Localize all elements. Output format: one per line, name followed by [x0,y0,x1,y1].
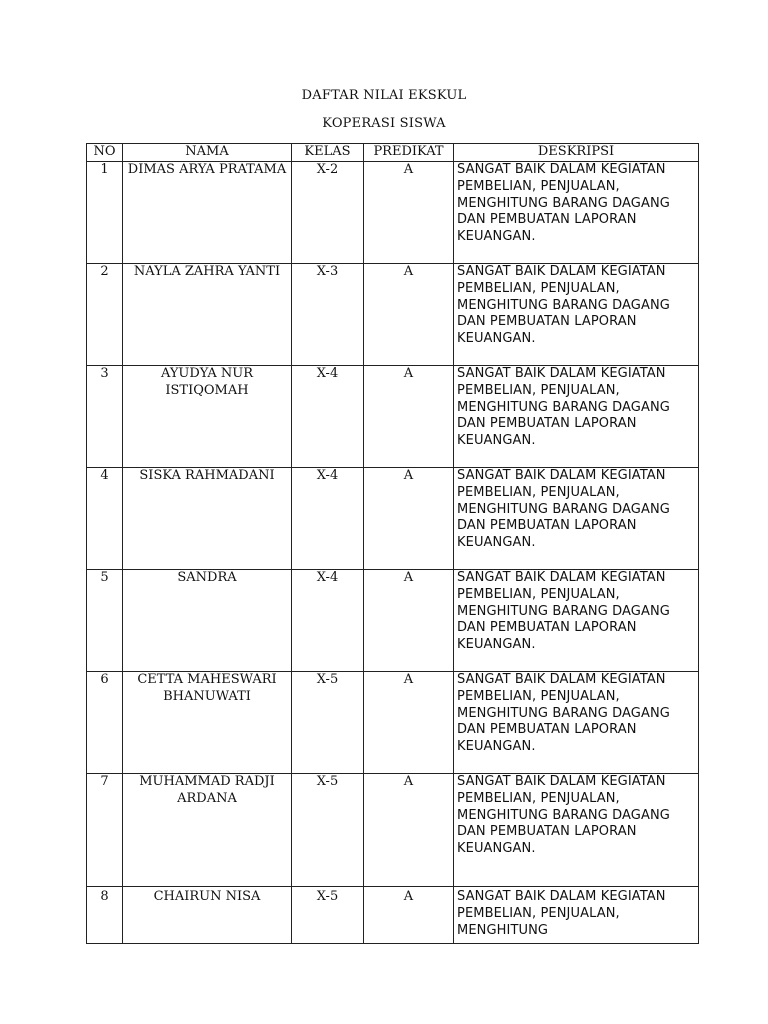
cell-no: 7 [87,774,123,887]
cell-deskripsi: SANGAT BAIK DALAM KEGIATAN PEMBELIAN, PENJUALAN, MENGHITUNG BARANG DAGANG DAN PEMBUATAN LAPORAN KEUANGAN. [454,366,699,468]
cell-predikat: A [364,264,454,366]
cell-no: 6 [87,672,123,774]
cell-deskripsi: SANGAT BAIK DALAM KEGIATAN PEMBELIAN, PENJUALAN, MENGHITUNG BARANG DAGANG DAN PEMBUATAN LAPORAN KEUANGAN. [454,672,699,774]
cell-no: 3 [87,366,123,468]
table-header-row [87,144,699,162]
cell-nama: MUHAMMAD RADJI ARDANA [123,774,292,887]
cell-kelas: X-5 [292,887,364,944]
table-row [87,264,699,366]
cell-no: 1 [87,162,123,264]
cell-kelas: X-4 [292,570,364,672]
document-title: DAFTAR NILAI EKSKUL [301,88,467,103]
cell-kelas: X-4 [292,468,364,570]
cell-nama: SANDRA [123,570,292,672]
header-predikat: PREDIKAT [364,144,454,162]
cell-no: 4 [87,468,123,570]
cell-predikat: A [364,887,454,944]
cell-deskripsi: SANGAT BAIK DALAM KEGIATAN PEMBELIAN, PENJUALAN, MENGHITUNG [454,887,699,944]
header-no: NO [87,144,123,162]
cell-nama: SISKA RAHMADANI [123,468,292,570]
cell-kelas: X-5 [292,672,364,774]
table-row [87,162,699,264]
cell-no: 5 [87,570,123,672]
cell-predikat: A [364,570,454,672]
grades-table [86,143,699,944]
cell-nama: AYUDYA NUR ISTIQOMAH [123,366,292,468]
cell-predikat: A [364,774,454,887]
header-nama: NAMA [123,144,292,162]
cell-predikat: A [364,468,454,570]
cell-kelas: X-5 [292,774,364,887]
cell-predikat: A [364,672,454,774]
table-row [87,672,699,774]
cell-nama: CHAIRUN NISA [123,887,292,944]
cell-predikat: A [364,162,454,264]
cell-no: 2 [87,264,123,366]
cell-kelas: X-4 [292,366,364,468]
table-row [87,570,699,672]
table-row [87,887,699,944]
table-row [87,468,699,570]
cell-deskripsi: SANGAT BAIK DALAM KEGIATAN PEMBELIAN, PENJUALAN, MENGHITUNG BARANG DAGANG DAN PEMBUATAN LAPORAN KEUANGAN. [454,468,699,570]
header-deskripsi: DESKRIPSI [454,144,699,162]
cell-no: 8 [87,887,123,944]
document-subtitle: KOPERASI SISWA [322,116,446,131]
cell-kelas: X-3 [292,264,364,366]
cell-kelas: X-2 [292,162,364,264]
cell-deskripsi: SANGAT BAIK DALAM KEGIATAN PEMBELIAN, PENJUALAN, MENGHITUNG BARANG DAGANG DAN PEMBUATAN LAPORAN KEUANGAN. [454,264,699,366]
cell-nama: DIMAS ARYA PRATAMA [123,162,292,264]
cell-predikat: A [364,366,454,468]
table-row [87,774,699,887]
cell-deskripsi: SANGAT BAIK DALAM KEGIATAN PEMBELIAN, PENJUALAN, MENGHITUNG BARANG DAGANG DAN PEMBUATAN LAPORAN KEUANGAN. [454,774,699,887]
header-kelas: KELAS [292,144,364,162]
table-row [87,366,699,468]
cell-deskripsi: SANGAT BAIK DALAM KEGIATAN PEMBELIAN, PENJUALAN, MENGHITUNG BARANG DAGANG DAN PEMBUATAN LAPORAN KEUANGAN. [454,162,699,264]
cell-nama: NAYLA ZAHRA YANTI [123,264,292,366]
cell-nama: CETTA MAHESWARI BHANUWATI [123,672,292,774]
cell-deskripsi: SANGAT BAIK DALAM KEGIATAN PEMBELIAN, PENJUALAN, MENGHITUNG BARANG DAGANG DAN PEMBUATAN LAPORAN KEUANGAN. [454,570,699,672]
